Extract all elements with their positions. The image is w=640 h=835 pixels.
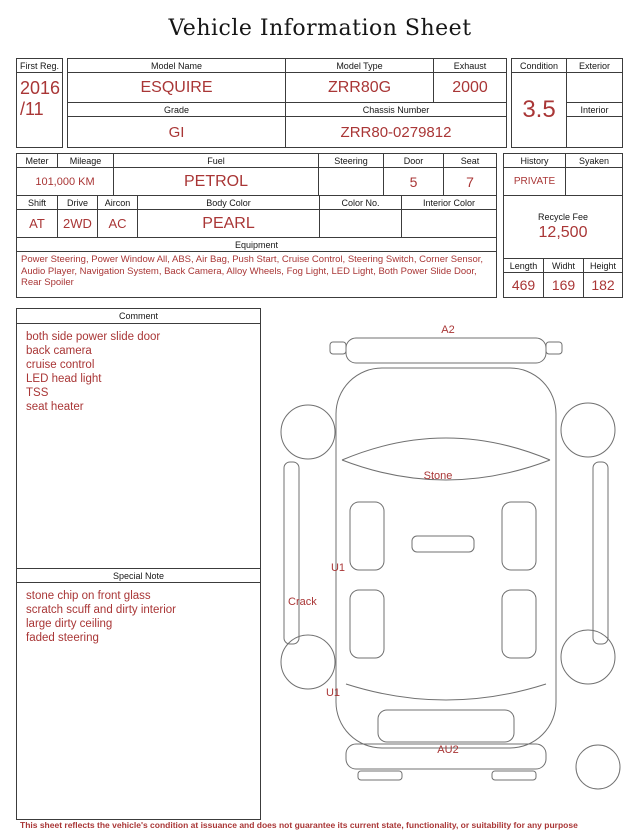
width-label: Widht bbox=[544, 259, 584, 272]
interior-label: Interior bbox=[567, 103, 622, 117]
diagram-label-u1-rear: U1 bbox=[325, 687, 341, 699]
interior-score bbox=[567, 117, 622, 147]
model-type-value: ZRR80G bbox=[286, 73, 434, 103]
grade-value: GI bbox=[68, 117, 286, 147]
width-value: 169 bbox=[544, 273, 584, 297]
body-color-label: Body Color bbox=[138, 196, 320, 209]
history-value: PRIVATE bbox=[504, 168, 566, 195]
diagram-label-au2: AU2 bbox=[437, 744, 459, 756]
car-diagram-area bbox=[262, 312, 634, 797]
meter-label: Meter bbox=[17, 154, 58, 167]
diagram-label-crack: Crack bbox=[288, 596, 317, 608]
recycle-fee-label: Recycle Fee bbox=[537, 212, 589, 222]
fuel-label: Fuel bbox=[114, 154, 319, 167]
height-value: 182 bbox=[591, 277, 615, 293]
seat-label: Seat bbox=[460, 155, 480, 166]
length-label: Length bbox=[504, 259, 544, 272]
summary-table bbox=[16, 58, 623, 148]
specs-section bbox=[16, 153, 623, 298]
door-label: Door bbox=[384, 154, 444, 167]
color-no-label: Color No. bbox=[320, 196, 402, 209]
length-value: 469 bbox=[504, 273, 544, 297]
wheel-rear-right bbox=[561, 630, 615, 684]
specs-table bbox=[16, 153, 497, 298]
drive-value: 2WD bbox=[58, 210, 98, 237]
special-note-line: scratch scuff and dirty interior bbox=[26, 604, 176, 616]
exterior-score bbox=[567, 73, 622, 103]
chassis-label: Chassis Number bbox=[286, 103, 506, 117]
interior-color-value bbox=[402, 210, 496, 237]
comment-panel bbox=[16, 308, 261, 820]
front-bumper-shape bbox=[346, 338, 546, 363]
condition-score: 3.5 bbox=[512, 73, 567, 147]
seat-value: 7 bbox=[466, 173, 474, 190]
color-no-value bbox=[320, 210, 402, 237]
exterior-label: Exterior bbox=[567, 59, 622, 73]
first-reg-value bbox=[17, 73, 62, 147]
recycle-fee-value: 12,500 bbox=[538, 224, 588, 241]
condition-label: Condition bbox=[512, 59, 567, 73]
steering-value bbox=[319, 168, 384, 195]
mileage-label: Mileage bbox=[58, 154, 114, 167]
comment-line: both side power slide door bbox=[26, 331, 161, 343]
model-name-label: Model Name bbox=[68, 59, 286, 73]
first-reg-month: /11 bbox=[20, 99, 44, 119]
interior-color-label: Interior Color bbox=[422, 197, 476, 208]
shift-label: Shift bbox=[17, 196, 58, 209]
syaken-value bbox=[566, 168, 622, 195]
equipment-list: Power Steering, Power Window All, ABS, Air Bag, Push Start, Cruise Control, Steering Switch, Corner Sensor, Audio Player, Navigation System, Back Camera, Alloy Wheels, Fog Light, LED Light, Both Power Slide Door, Rear Spoiler bbox=[21, 254, 484, 288]
special-note-line: faded steering bbox=[26, 632, 99, 644]
wheel-rear-left bbox=[281, 635, 335, 689]
history-label: History bbox=[504, 154, 566, 167]
model-grid bbox=[67, 58, 507, 148]
body-color-value: PEARL bbox=[138, 210, 320, 237]
car-diagram bbox=[262, 312, 634, 797]
height-label: Height bbox=[589, 260, 616, 271]
disclaimer-text: This sheet reflects the vehicle's condition at issuance and does not guarantee its current state, functionality, or suitability for any purpose bbox=[20, 820, 578, 830]
grade-label: Grade bbox=[68, 103, 286, 117]
aircon-label: Aircon bbox=[98, 196, 138, 209]
chassis-value: ZRR80-0279812 bbox=[340, 123, 452, 141]
comment-line: back camera bbox=[26, 345, 92, 357]
exhaust-value: 2000 bbox=[434, 73, 506, 103]
comment-line: cruise control bbox=[26, 359, 95, 371]
comment-text bbox=[17, 324, 260, 568]
drive-label: Drive bbox=[58, 196, 98, 209]
mileage-value: 101,000 KM bbox=[17, 168, 114, 195]
equipment-label: Equipment bbox=[234, 239, 279, 250]
fuel-value: PETROL bbox=[114, 168, 319, 195]
recycle-fee-cell bbox=[504, 196, 622, 258]
door-value: 5 bbox=[384, 168, 444, 195]
wheel-front-left bbox=[281, 405, 335, 459]
spare-wheel-shape bbox=[576, 745, 620, 789]
syaken-label: Syaken bbox=[578, 155, 610, 166]
special-note-line: stone chip on front glass bbox=[26, 590, 151, 602]
first-reg-year: 2016 bbox=[20, 78, 61, 98]
aircon-value: AC bbox=[98, 210, 138, 237]
special-note-text bbox=[17, 583, 260, 819]
history-fee-table bbox=[503, 153, 623, 298]
comment-line: seat heater bbox=[26, 401, 84, 413]
comment-line: LED head light bbox=[26, 373, 102, 385]
shift-value: AT bbox=[17, 210, 58, 237]
comment-header: Comment bbox=[17, 309, 260, 324]
special-note-line: large dirty ceiling bbox=[26, 618, 113, 630]
condition-grid bbox=[511, 58, 623, 148]
diagram-label-stone: Stone bbox=[423, 470, 453, 482]
diagram-label-a2: A2 bbox=[441, 324, 455, 336]
exhaust-label: Exhaust bbox=[434, 59, 506, 73]
first-reg-cell bbox=[16, 58, 63, 148]
wheel-front-right bbox=[561, 403, 615, 457]
page-title: Vehicle Information Sheet bbox=[168, 16, 472, 41]
special-note-header: Special Note bbox=[17, 568, 260, 583]
steering-label: Steering bbox=[319, 154, 384, 167]
model-name-value: ESQUIRE bbox=[68, 73, 286, 103]
model-type-label: Model Type bbox=[286, 59, 434, 73]
first-reg-label: First Reg. bbox=[17, 59, 62, 73]
diagram-label-u1-mid: U1 bbox=[330, 562, 346, 574]
comment-line: TSS bbox=[26, 387, 49, 399]
